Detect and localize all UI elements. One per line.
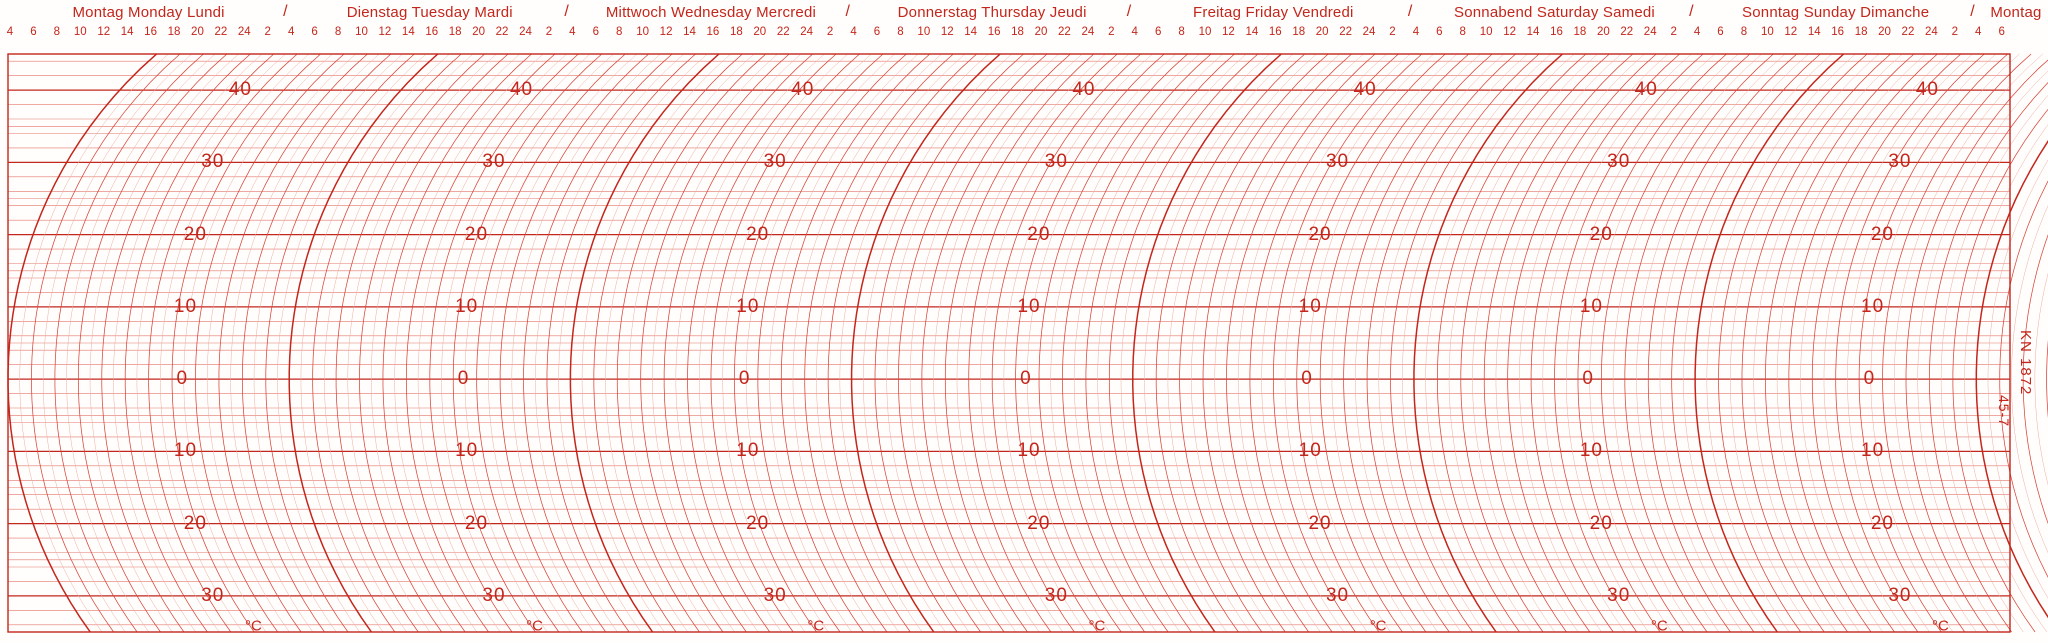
hour-tick: 6: [30, 26, 37, 38]
temp-axis-label: 30: [1325, 151, 1350, 173]
hour-tick: 12: [97, 26, 111, 38]
temp-axis-label: 10: [455, 440, 479, 462]
hour-tick: 14: [683, 26, 696, 38]
hour-tick: 20: [1315, 26, 1329, 38]
unit-label: °C: [1088, 617, 1106, 635]
hour-tick: 20: [1878, 26, 1891, 38]
temp-axis-label: 30: [201, 584, 225, 606]
temp-axis-label: 10: [736, 440, 760, 462]
temp-axis-label: 10: [1298, 440, 1322, 462]
unit-label: °C: [807, 617, 825, 635]
hour-tick: 14: [1526, 26, 1540, 38]
hour-tick: 18: [1573, 26, 1587, 38]
temp-axis-label: 20: [1589, 512, 1613, 534]
temp-axis-label: 0: [1301, 368, 1313, 390]
manufacturer-code: KN 1872: [2017, 330, 2034, 396]
hour-tick: 2: [1951, 26, 1959, 38]
hour-tick: 6: [1436, 26, 1443, 38]
day-label-8: Montag: [1990, 4, 2042, 21]
hour-tick: 14: [401, 26, 415, 38]
hour-tick: 16: [706, 26, 720, 38]
temp-axis-label: 30: [1044, 151, 1068, 173]
temp-axis-label: 20: [1308, 223, 1332, 245]
hour-tick: 16: [425, 26, 439, 38]
hour-tick: 4: [6, 26, 14, 38]
chart-grid: [0, 44, 2048, 643]
hour-tick: 8: [1178, 26, 1185, 38]
day-label-6: Sonnabend Saturday Samedi: [1453, 4, 1655, 21]
temp-axis-label: 30: [1607, 151, 1631, 173]
temp-axis-label: 30: [1044, 584, 1068, 606]
sheet-code: 45-7: [1996, 395, 2012, 428]
hour-tick: 12: [1222, 26, 1235, 38]
hour-tick: 6: [873, 26, 881, 38]
temp-axis-label: 30: [1325, 584, 1350, 606]
hour-tick: 24: [237, 26, 251, 38]
hour-tick: 22: [214, 26, 228, 38]
temp-axis-label: 40: [1634, 79, 1658, 101]
temp-axis-label: 10: [1861, 440, 1885, 462]
hour-tick-row: [0, 26, 2048, 44]
hour-tick: 24: [800, 26, 814, 38]
hour-tick: 18: [1011, 26, 1024, 38]
temp-axis-label: 20: [1027, 512, 1051, 534]
hour-tick: 4: [1975, 26, 1982, 38]
temp-axis-label: 10: [1579, 440, 1603, 462]
day-separator-4: /: [1126, 3, 1132, 20]
day-separator-2: /: [564, 3, 569, 20]
hour-tick: 14: [964, 26, 978, 38]
day-header-row: [0, 0, 2048, 28]
hour-tick: 10: [1760, 26, 1774, 38]
day-label-5: Freitag Friday Vendredi: [1193, 4, 1354, 21]
hour-tick: 20: [1034, 26, 1048, 38]
hour-tick: 6: [311, 26, 318, 38]
hour-tick: 14: [1807, 26, 1821, 38]
temp-axis-label: 10: [1861, 295, 1885, 317]
temp-axis-label: 40: [1915, 79, 1940, 101]
hour-tick: 12: [659, 26, 673, 38]
temp-axis-label: 30: [1607, 584, 1631, 606]
temp-axis-label: 30: [482, 151, 506, 173]
temp-axis-label: 0: [176, 368, 189, 390]
day-separator-1: /: [283, 3, 288, 20]
day-separator-7: /: [1970, 3, 1975, 20]
temp-axis-label: 30: [1888, 584, 1912, 606]
temp-axis-label: 40: [228, 79, 252, 101]
day-label-4: Donnerstag Thursday Jeudi: [897, 4, 1087, 21]
day-label-2: Dienstag Tuesday Mardi: [346, 4, 513, 21]
hour-tick: 18: [167, 26, 181, 38]
day-separator-5: /: [1407, 3, 1413, 20]
temp-axis-label: 30: [763, 584, 787, 606]
hour-tick: 20: [191, 26, 204, 38]
temp-axis-label: 20: [746, 512, 770, 534]
temp-axis-label: 20: [464, 512, 489, 534]
hour-tick: 6: [592, 26, 599, 38]
temp-axis-label: 20: [1027, 223, 1051, 245]
day-label-7: Sonntag Sunday Dimanche: [1742, 4, 1930, 21]
temp-axis-label: 10: [455, 295, 479, 317]
temp-axis-label: 40: [791, 79, 815, 101]
hour-tick: 22: [1339, 26, 1352, 38]
temp-axis-label: 20: [183, 512, 207, 534]
temp-axis-label: 0: [457, 368, 470, 390]
temp-axis-label: 40: [1353, 79, 1377, 101]
hour-tick: 2: [1108, 26, 1115, 38]
hour-tick: 8: [897, 26, 904, 38]
hour-tick: 24: [1081, 26, 1095, 38]
temp-axis-label: 10: [1298, 295, 1322, 317]
hour-tick: 2: [1389, 26, 1396, 38]
hour-tick: 8: [53, 26, 61, 38]
hour-tick: 16: [1831, 26, 1845, 38]
hour-tick: 12: [378, 26, 392, 38]
day-separator-6: /: [1689, 3, 1694, 20]
temp-axis-label: 40: [509, 79, 534, 101]
hour-tick: 18: [729, 26, 743, 38]
hour-tick: 16: [987, 26, 1001, 38]
hour-tick: 24: [1924, 26, 1938, 38]
hour-tick: 10: [1198, 26, 1212, 38]
temp-axis-label: 20: [746, 223, 770, 245]
temp-axis-label: 0: [738, 368, 751, 390]
unit-label: °C: [526, 617, 543, 635]
temp-axis-label: 20: [1589, 223, 1613, 245]
temp-axis-label: 0: [1020, 368, 1032, 390]
hour-tick: 22: [776, 26, 790, 38]
hour-tick: 20: [1596, 26, 1610, 38]
hour-tick: 12: [1784, 26, 1798, 38]
hour-tick: 22: [495, 26, 509, 38]
hour-tick: 8: [1459, 26, 1466, 38]
hour-tick: 4: [1131, 26, 1138, 38]
temp-axis-label: 30: [201, 151, 225, 173]
unit-label: °C: [1369, 617, 1387, 635]
hour-tick: 4: [1412, 26, 1420, 38]
hour-tick: 20: [753, 26, 767, 38]
temp-axis-label: 20: [1308, 512, 1332, 534]
temp-axis-label: 20: [1870, 512, 1894, 534]
unit-label: °C: [244, 617, 262, 635]
hour-tick: 4: [1693, 26, 1701, 38]
hour-tick: 10: [73, 26, 87, 38]
temp-axis-label: 10: [1579, 295, 1603, 317]
hour-tick: 24: [519, 26, 532, 38]
temp-axis-label: 30: [482, 584, 506, 606]
hour-tick: 22: [1058, 26, 1071, 38]
temp-axis-label: 10: [173, 295, 198, 317]
hour-tick: 6: [1154, 26, 1162, 38]
temp-axis-label: 30: [763, 151, 787, 173]
hour-tick: 8: [1740, 26, 1748, 38]
temp-axis-label: 20: [183, 223, 207, 245]
temp-axis-label: 10: [1017, 440, 1041, 462]
hour-tick: 22: [1901, 26, 1915, 38]
temp-axis-label: 30: [1888, 151, 1912, 173]
temp-axis-label: 0: [1863, 368, 1876, 390]
day-label-1: Montag Monday Lundi: [72, 4, 225, 21]
hour-tick: 6: [1717, 26, 1724, 38]
temp-axis-label: 40: [1072, 79, 1096, 101]
hour-tick: 4: [569, 26, 576, 38]
day-separator-3: /: [845, 3, 850, 20]
temp-axis-label: 20: [1870, 223, 1894, 245]
hour-tick: 16: [144, 26, 157, 38]
hour-tick: 4: [287, 26, 295, 38]
hour-tick: 24: [1362, 26, 1376, 38]
hour-tick: 12: [1503, 26, 1517, 38]
hour-tick: 16: [1268, 26, 1282, 38]
temp-axis-label: 20: [464, 223, 489, 245]
temp-axis-label: 10: [173, 440, 198, 462]
hour-tick: 16: [1550, 26, 1563, 38]
hour-tick: 10: [1479, 26, 1493, 38]
hour-tick: 10: [636, 26, 650, 38]
temp-axis-label: 10: [1017, 295, 1041, 317]
hour-tick: 2: [545, 26, 553, 38]
hour-tick: 2: [1670, 26, 1677, 38]
hour-tick: 8: [616, 26, 623, 38]
hour-tick: 8: [334, 26, 342, 38]
chart-plot-area: [0, 44, 2048, 643]
temp-axis-label: 10: [736, 295, 760, 317]
hour-tick: 18: [448, 26, 462, 38]
unit-label: °C: [1932, 617, 1949, 635]
hour-tick: 2: [264, 26, 271, 38]
hour-tick: 24: [1643, 26, 1657, 38]
hour-tick: 6: [1998, 26, 2005, 38]
temp-axis-label: 0: [1582, 368, 1595, 390]
hour-tick: 20: [472, 26, 486, 38]
unit-label: °C: [1650, 617, 1668, 635]
hour-tick: 18: [1292, 26, 1306, 38]
hour-tick: 12: [940, 26, 954, 38]
day-label-3: Mittwoch Wednesday Mercredi: [605, 4, 817, 21]
hour-tick: 2: [826, 26, 834, 38]
hour-tick: 14: [1245, 26, 1259, 38]
hour-tick: 10: [917, 26, 931, 38]
hour-tick: 22: [1620, 26, 1634, 38]
hour-tick: 10: [355, 26, 368, 38]
hour-tick: 18: [1854, 26, 1868, 38]
hour-tick: 14: [120, 26, 134, 38]
hour-tick: 4: [850, 26, 857, 38]
